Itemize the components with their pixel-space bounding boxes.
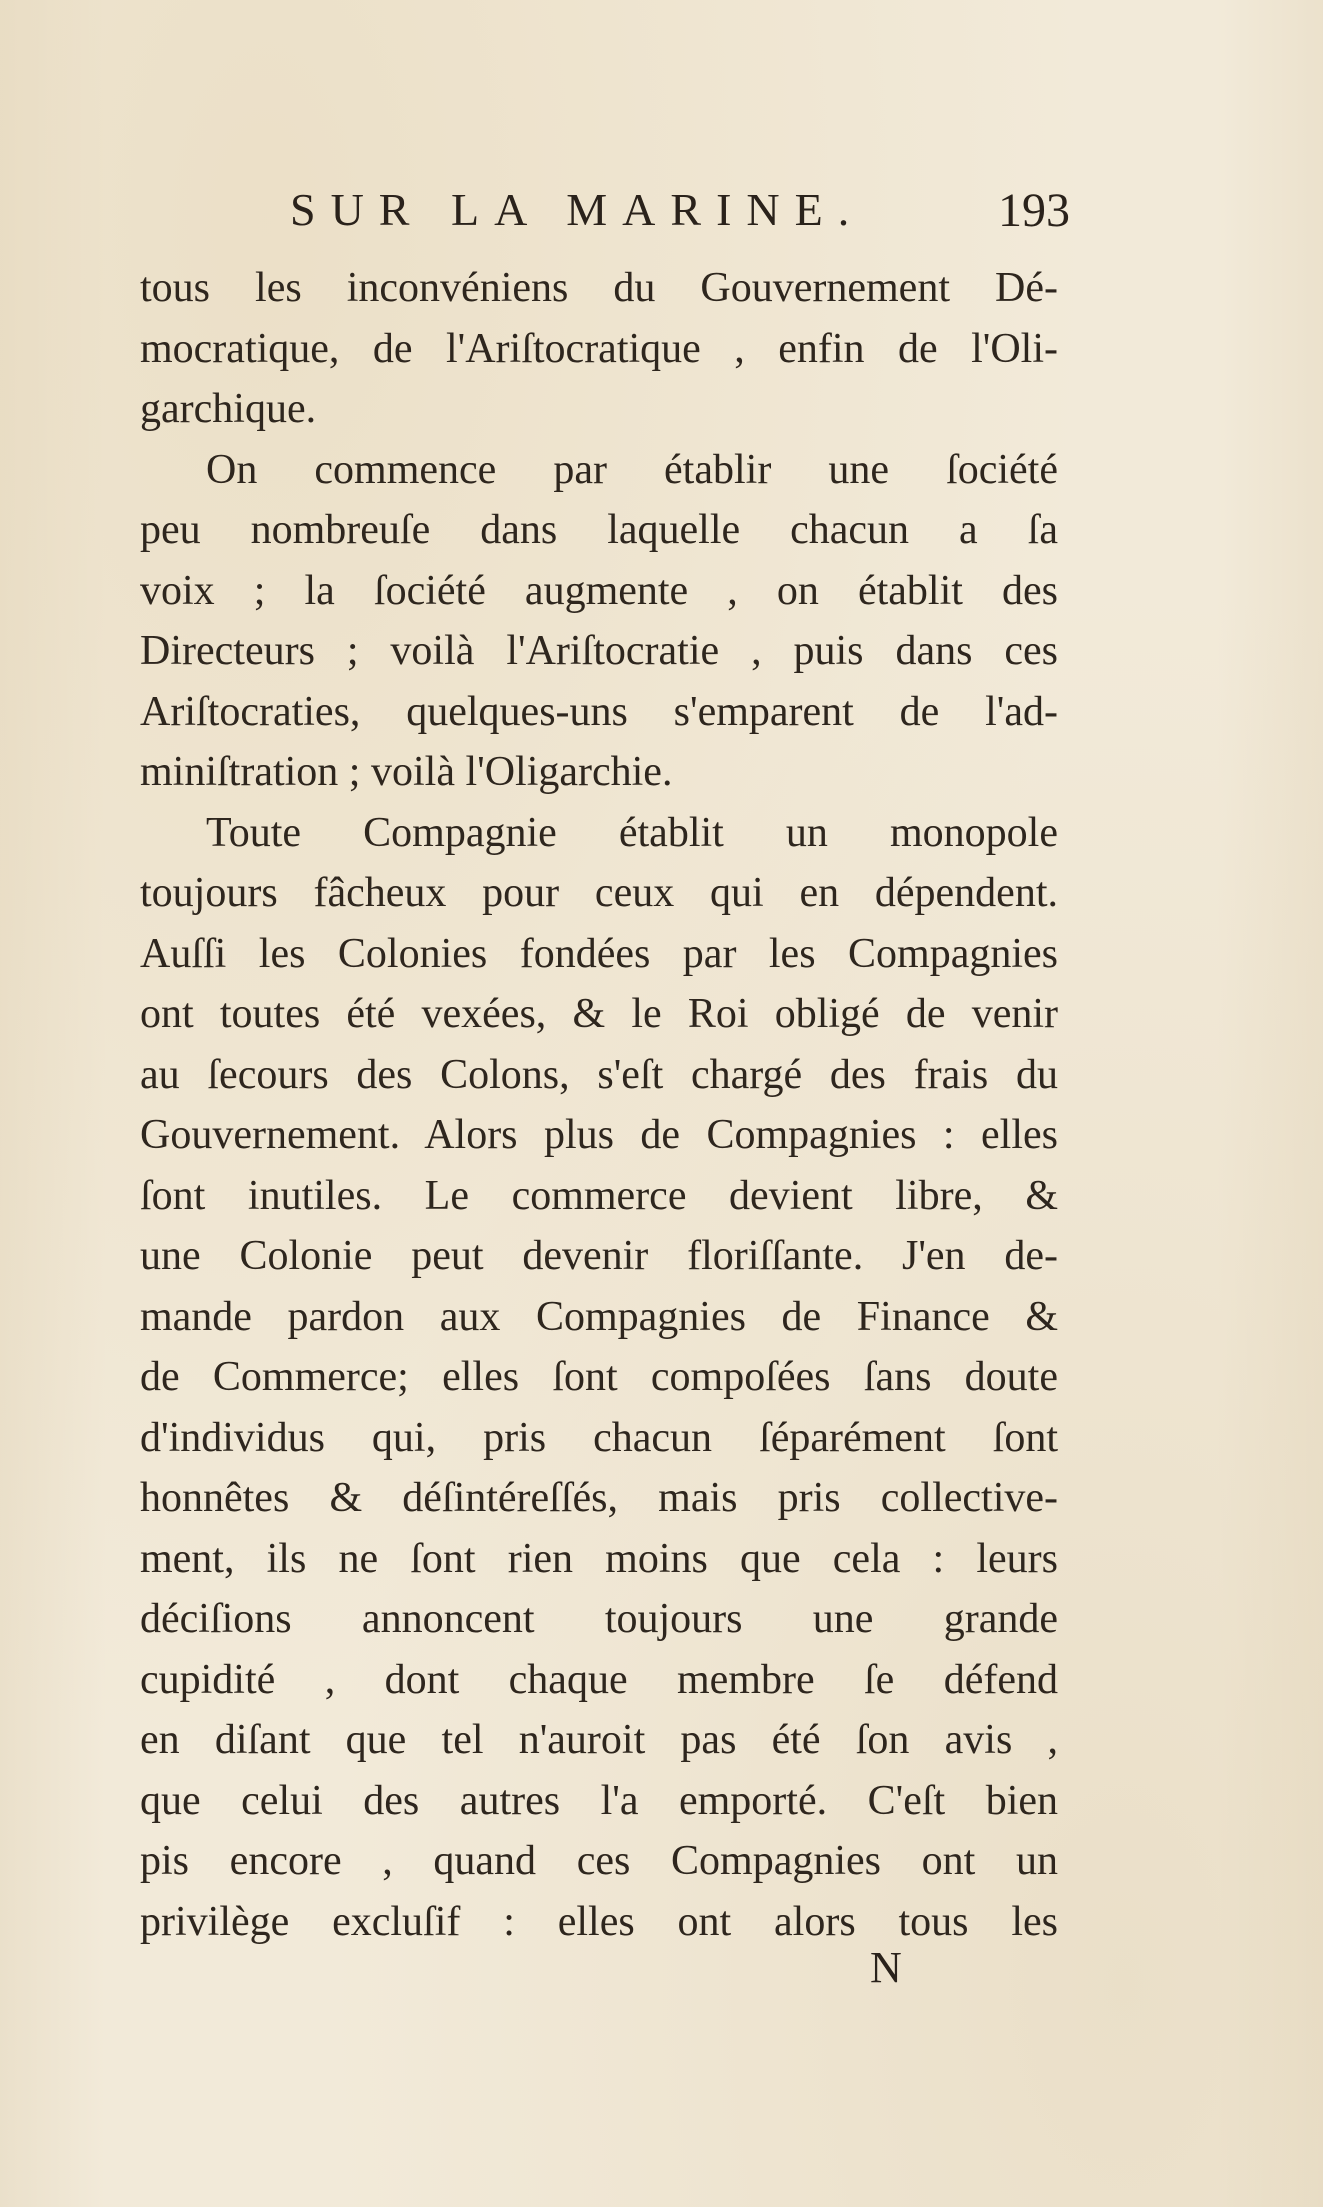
text-line: Ariſtocraties, quelques-uns s'emparent de l'ad- (140, 688, 1058, 735)
running-head (290, 183, 1070, 253)
text-line: honnêtes & déſintéreſſés, mais pris collective- (140, 1475, 1058, 1521)
text-line: mande pardon aux Compagnies de Finance & (140, 1293, 1058, 1340)
body-text (140, 258, 1058, 1952)
text-line: que celui des autres l'a emporté. C'eſt bien (140, 1777, 1058, 1824)
text-line: cupidité , dont chaque membre ſe défend (140, 1656, 1058, 1703)
text-line: Toute Compagnie établit un monopole (206, 809, 1058, 856)
text-line: Auſſi les Colonies fondées par les Compagnies (140, 930, 1058, 977)
text-line: d'individus qui, pris chacun ſéparément ſont (140, 1414, 1058, 1461)
text-line: au ſecours des Colons, s'eſt chargé des frais du (140, 1051, 1058, 1098)
text-line: en diſant que tel n'auroit pas été ſon avis , (140, 1717, 1058, 1763)
text-line: privilège excluſif : elles ont alors tous les (140, 1898, 1058, 1945)
text-line: On commence par établir une ſociété (206, 446, 1058, 493)
text-line: voix ; la ſociété augmente , on établit des (140, 567, 1058, 614)
text-line: Gouvernement. Alors plus de Compagnies : elles (140, 1112, 1058, 1158)
text-line: une Colonie peut devenir floriſſante. J'en de- (140, 1233, 1058, 1279)
text-line: peu nombreuſe dans laquelle chacun a ſa (140, 507, 1058, 553)
text-line: pis encore , quand ces Compagnies ont un (140, 1838, 1058, 1884)
signature-mark: N (870, 1943, 902, 1992)
text-line: ont toutes été vexées, & le Roi obligé de venir (140, 991, 1058, 1037)
text-line: garchique. (140, 386, 317, 432)
text-line: ſont inutiles. Le commerce devient libre, & (140, 1172, 1058, 1219)
text-line: de Commerce; elles ſont compoſées ſans doute (140, 1354, 1058, 1400)
text-line: mocratique, de l'Ariſtocratique , enfin de l'Oli- (140, 325, 1058, 372)
text-line: ment, ils ne ſont rien moins que cela : leurs (140, 1535, 1058, 1582)
text-line: tous les inconvéniens du Gouvernement Dé- (140, 265, 1058, 311)
text-line: toujours fâcheux pour ceux qui en dépendent. (140, 870, 1058, 916)
running-title: SUR LA MARINE. (290, 184, 865, 235)
text-line: miniſtration ; voilà l'Oligarchie. (140, 749, 673, 795)
text-line: Directeurs ; voilà l'Ariſtocratie , puis dans ces (140, 628, 1058, 674)
page-number: 193 (998, 184, 1070, 237)
text-line: déciſions annoncent toujours une grande (140, 1596, 1058, 1642)
